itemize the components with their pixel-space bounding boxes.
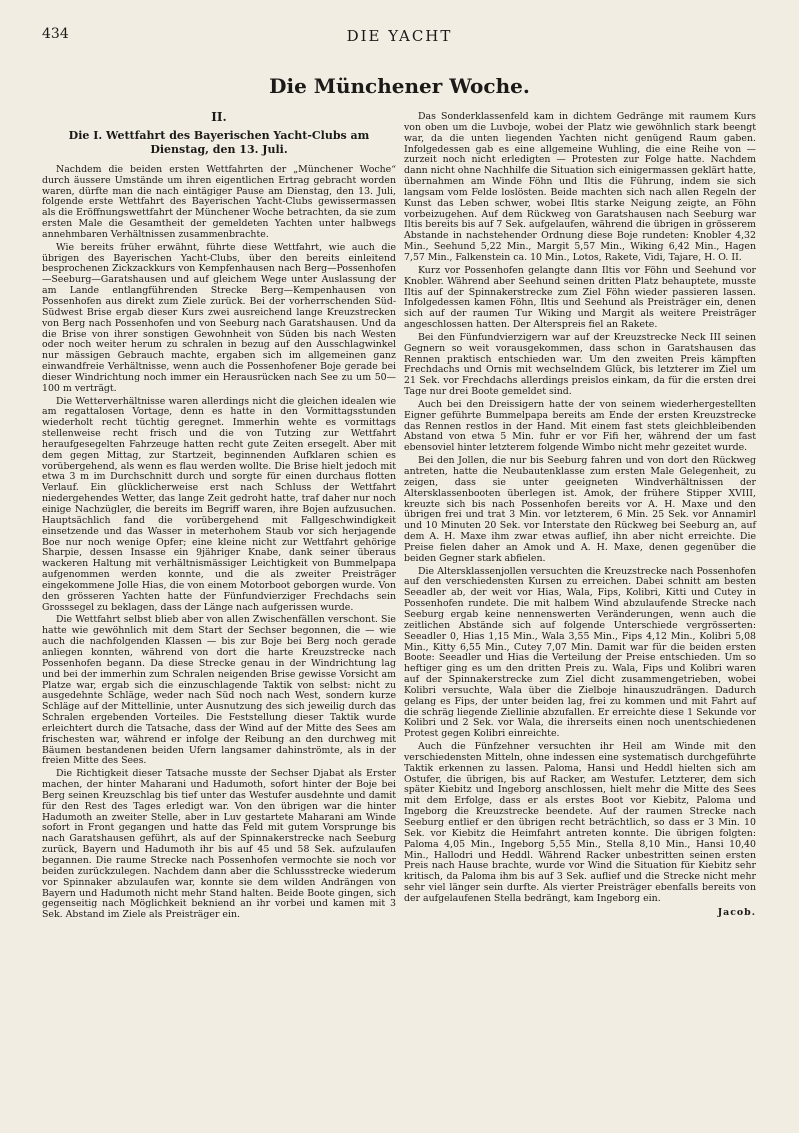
paragraph: Bei den Fünfundvierzigern war auf der Kreuzstrecke Neck III seinen Gegnern so weit vorausgekommen, dass schon in Garatshausen das Rennen praktisch entschieden war. Um den zweiten Preis kämpften Frechdachs und Ornis mit wechselndem Glück, bis letzterer im Ziel um 21 Sek. vor Frechdachs allerdings preislos einkam, da für die ersten drei Tage nur drei Boote gemeldet sind.: [404, 331, 756, 398]
paragraph: Nachdem die beiden ersten Wettfahrten der „Münchener Woche“ durch äussere Umstände um ihren eigentlichen Ertrag gebracht worden waren, dürfte man die nach eintägiger Pause am Dienstag, den 13. Juli, folgende erste Wettfahrt des Bayerischen Yacht-Clubs gewissermassen als die Eröffnungswettfahrt der Münchener Woche betrachten, da sie zum ersten Male die Gesamtheit der gemeldeten Yachten unter halbwegs annehmbaren Verhältnissen zusammenbrachte.: [42, 163, 396, 240]
paragraph: Wie bereits früher erwähnt, führte diese Wettfahrt, wie auch die übrigen des Bayerischen Yacht-Clubs, über den bereits einleitend besprochenen Zickzackkurs von Kempfenhausen nach Berg—Possenhofen—Seeburg—Garatshausen und auf gleichem Wege unter Auslassung der am Lande entlangführenden Strecke Berg—Kempenhausen von Possenhofen aus direkt zum Ziele zurück. Bei der vorherrschenden Süd-Südwest Brise ergab dieser Kurs zwei ausreichend lange Kreuzstrecken von Berg nach Possenhofen und von Seeburg nach Garatshausen. Und da die Brise von ihrer sonstigen Gewohnheit von Süden bis nach Westen oder noch weiter herum zu schralen in bezug auf den Ausschlagwinkel nur mässigen Gebrauch machte, ergaben sich im allgemeinen ganz einwandfreie Verhältnisse, wenn auch die Possenhofener Boje gerade bei dieser Windrichtung noch immer ein Herausrücken nach See zu um 50—100 m verträgt.: [42, 241, 396, 394]
article-subtitle: [42, 129, 396, 157]
left-column: [42, 112, 396, 921]
paragraph: Auch die Fünfzehner versuchten ihr Heil am Winde mit den verschiedensten Mitteln, ohne indessen eine systematisch durchgeführte Taktik erkennen zu lassen. Paloma, Hansi und Heddl hielten sich am Ostufer, die übrigen, bis auf Racker, am Westufer. Letzterer, dem sich später Kiebitz und Ingeborg anschlossen, hielt mehr die Mitte des Sees mit dem Erfolge, dass er als erstes Boot vor Kiebitz, Paloma und Ingeborg die Kreuzstrecke beendete. Auf der raumen Strecke nach Seeburg entlief er den übrigen recht beträchtlich, so dass er 3 Min. 10 Sek. vor Kiebitz die Heimfahrt antreten konnte. Die übrigen folgten: Paloma 4,05 Min., Ingeborg 5,55 Min., Stella 8,10 Min., Hansi 10,40 Min., Hallodri und Heddl. Während Racker unbestritten seinen ersten Preis nach Hause brachte, wurde vor Wind die Situation für Kiebitz sehr kritisch, da Paloma ihm bis auf 3 Sek. auflief und die Strecke nicht mehr sehr viel länger sein durfte. Als vierter Preisträger ebenfalls bereits von der aufgelaufenen Stella bedrängt, kam Ingeborg ein.: [404, 741, 756, 904]
page-number: 434: [42, 26, 69, 42]
paragraph: Die Richtigkeit dieser Tatsache musste der Sechser Djabat als Erster machen, der hinter Maharani und Hadumoth, sofort hinter der Boje bei Berg seinen Kreuzschlag bis tief unter das Westufer ausdehnte und damit für den Rest des Tages erledigt war. Von den übrigen war die hinter Hadumoth an zweiter Stelle, aber in Luv gestartete Maharani am Winde sofort in Front gegangen und hatte das Feld mit gutem Vorsprunge bis nach Garatshausen geführt, als auf der Spinnakerstrecke nach Seeburg zurück, Bayern und Hadumoth ihr bis auf 45 und 58 Sek. aufzulaufen begannen. Die raume Strecke nach Possenhofen vermochte sie noch vor beiden zurückzulegen. Nachdem dann aber die Schlussstrecke wiederum vor Spinnaker abzulaufen war, konnte sie dem wilden Andrängen von Bayern und Hadumoth nicht mehr Stand halten. Beide Boote gingen, sich gegenseitig nach Möglichkeit bekniend an ihr vorbei und kamen mit 3 Sek. Abstand im Ziele als Preisträger ein.: [42, 768, 396, 921]
journal-title: DIE YACHT: [346, 27, 453, 45]
paragraph: Die Altersklassenjollen versuchten die Kreuzstrecke nach Possenhofen auf den verschiedensten Kursen zu erreichen. Dabei schnitt am besten Seeadler ab, der weit vor Hias, Wala, Fips, Kolibri, Kitti und Cutey in Possenhofen rundete. Die mit halbem Wind abzulaufende Strecke nach Seeburg ergab keine nennenswerten Veränderungen, wenn auch die zeitlichen Abstände sich auf folgende Unterschiede vergrösserten: Seeadler 0, Hias 1,15 Min., Wala 3,55 Min., Fips 4,12 Min., Kolibri 5,08 Min., Kitty 6,55 Min., Cutey 7,07 Min. Damit war für die beiden ersten Boote: Seeadler und Hias die Verteilung der Preise entschieden. Um so heftiger ging es um den dritten Preis zu. Wala, Fips und Kolibri waren auf der Spinnakerstrecke zum Ziel dicht zusammengetrieben, wobei Kolibri versuchte, Wala über die Zielboje hinauszudrängen. Dadurch gelang es Fips, der unter beiden lag, frei zu kommen und mit Fahrt auf die schräg liegende Ziellinie abzufallen. Er erreichte diese 1 Sekunde vor Kolibri und 2 Sek. vor Wala, die ihrerseits einen noch unentschiedenen Protest gegen Kolibri einreichte.: [404, 565, 756, 740]
paragraph: Kurz vor Possenhofen gelangte dann Iltis vor Föhn und Seehund vor Knobler. Während aber Seehund seinen dritten Platz behauptete, musste Iltis auf der Spinnakerstrecke zum Ziel Föhn wieder passieren lassen. Infolgedessen kamen Föhn, Iltis und Seehund als Preisträger ein, denen sich auf der raumen Tur Wiking und Margit als weitere Preisträger angeschlossen hatten. Der Alterspreis fiel an Rakete.: [404, 264, 756, 331]
paragraph: Die Wetterverhältnisse waren allerdings nicht die gleichen idealen wie am regattalosen Vortage, denn es hatte in den Vormittagsstunden wiederholt recht tüchtig geregnet. Immerhin wehte es vormittags stellenweise recht frisch und die von Tutzing zur Wettfahrt heraufgesegelten Fahrzeuge hatten recht gute Zeiten ersegelt. Aber mit dem gegen Mittag, zur Startzeit, beginnenden Aufklaren schien es vorübergehend, als wenn es flau werden wollte. Die Brise hielt jedoch mit etwa 3 m im Durchschnitt durch und sorgte für einen durchaus flotten Verlauf. Ein glücklicherweise erst nach Schluss der Wettfahrt niedergehendes Wetter, das lange Zeit gedroht hatte, traf daher nur noch einige Nachzügler, die bereits im Begriff waren, ihre Bojen aufzusuchen. Hauptsächlich fand die vorübergehend mit Fallgeschwindigkeit einsetzende und das Wasser in meterhohem Staub vor sich herjagende Boe nur noch wenige Opfer; eine kleine nicht zur Wettfahrt gehörige Sharpie, dessen Insasse ein 9jähriger Knabe, dank seiner überaus wackeren Haltung mit verhältnismässiger Leichtigkeit von Bummelpapa aufgenommen werden konnte, und die als zweiter Preisträger eingekommene Jolle Hias, die von einem Motorboot geborgen wurde. Von den grösseren Yachten hatte der Fünfundvierziger Frechdachs sein Grosssegel zu beklagen, dass der Länge nach aufgerissen wurde.: [42, 395, 396, 613]
article-title: Die Münchener Woche.: [269, 74, 530, 98]
subtitle-line-2: Dienstag, den 13. Juli.: [150, 142, 288, 156]
paragraph: Auch bei den Dreissigern hatte der von seinem wiederhergestellten Eigner geführte Bummelpapa bereits am Ende der ersten Kreuzstrecke das Rennen restlos in der Hand. Mit einem fast stets gleichbleibenden Abstand von etwa 5 Min. fuhr er vor Fifi her, während der um fast ebensoviel hinter letzterem folgende Wimbo nicht mehr gezeitet wurde.: [404, 398, 756, 454]
author-signature: Jacob.: [717, 906, 756, 918]
subtitle-line-1: Die I. Wettfahrt des Bayerischen Yacht-Clubs am: [68, 128, 370, 142]
paragraph: Das Sonderklassenfeld kam in dichtem Gedränge mit raumem Kurs von oben um die Luvboje, wobei der Platz wie gewöhnlich stark beengt war, da die unten liegenden Yachten nicht genügend Raum gaben. Infolgedessen gab es eine allgemeine Wuhling, die eine Reihe von — zurzeit noch nicht erledigten — Protesten zur Folge hatte. Nachdem dann nicht ohne Nachhilfe die Situation sich einigermassen geklärt hatte, übernahmen am Winde Föhn und Iltis die Führung, indem sie sich langsam vom Felde loslösten. Beide machten sich nach allen Regeln der Kunst das Leben schwer, wobei Iltis starke Neigung zeigte, an Föhn vorbeizugehen. Auf dem Rückweg von Garatshausen nach Seeburg war Iltis bereits bis auf 7 Sek. aufgelaufen, während die übrigen in grösserem Abstande in nachstehender Ordnung diese Boje rundeten: Knobler 4,32 Min., Seehund 5,22 Min., Margit 5,57 Min., Wiking 6,42 Min., Hagen 7,57 Min., Falkenstein ca. 10 Min., Lotos, Rakete, Vidi, Tajare, H. O. II.: [404, 111, 756, 263]
right-column: [404, 112, 756, 919]
section-number: II.: [211, 110, 227, 124]
paragraph: Die Wettfahrt selbst blieb aber von allen Zwischenfällen verschont. Sie hatte wie gewöhnlich mit dem Start der Sechser begonnen, die — wie auch die nachfolgenden Klassen — bis zur Boje bei Berg noch gerade anliegen konnten, während von dort die harte Kreuzstrecke nach Possenhofen begann. Da diese Strecke genau in der Windrichtung lag und bei der immerhin zum Schralen neigenden Brise gewisse Vorsicht am Platze war, ergab sich die einzuschlagende Taktik von selbst: nicht zu ausgedehnte Schläge, weder nach Süd noch nach West, sondern kurze Schläge auf der Mittellinie, unter Ausnutzung des sich jeweilig durch das Schralen ergebenden Vorteiles. Die Feststellung dieser Taktik wurde erleichtert durch die Tatsache, dass der Wind auf der Mitte des Sees am frischesten war, während er infolge der Reibung an den durchweg mit Bäumen bestandenen beiden Ufern langsamer dahinströmte, als in der freien Mitte des Sees.: [42, 614, 396, 767]
paragraph: Bei den Jollen, die nur bis Seeburg fahren und von dort den Rückweg antreten, hatte die Neubautenklasse zum ersten Male Gelegenheit, zu zeigen, dass sie unter geeigneten Windverhältnissen der Altersklassenbooten überlegen ist. Amok, der frühere Stipper XVIII, kreuzte sich bis nach Possenhofen bereits vor A. H. Maxe und den übrigen frei und trat 3 Min. vor letzterem, 6 Min. 25 Sek. vor Annamirl und 10 Minuten 20 Sek. vor Interstate den Rückweg bei Seeburg an, auf dem A. H. Maxe ihm zwar etwas auflief, ihn aber nicht erreichte. Die Preise fielen daher an Amok und A. H. Maxe, denen gegenüber die beiden Gegner stark abfielen.: [404, 455, 756, 564]
